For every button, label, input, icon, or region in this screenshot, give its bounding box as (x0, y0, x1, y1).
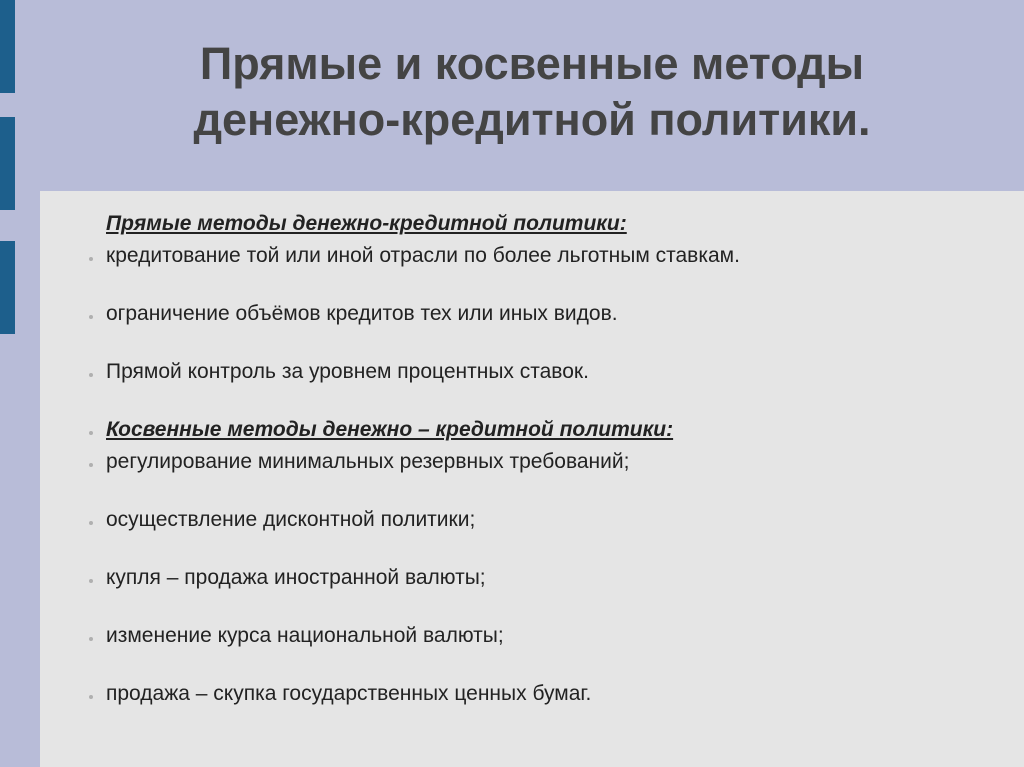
indirect-method-item: осуществление дисконтной политики; (106, 508, 476, 531)
indirect-method-item: продажа – скупка государственных ценных бумаг. (106, 682, 592, 705)
bullet-icon (89, 431, 93, 435)
direct-methods-heading: Прямые методы денежно-кредитной политики: (106, 212, 627, 235)
bullet-icon (89, 463, 93, 467)
bullet-icon (89, 257, 93, 261)
direct-method-item: кредитование той или иной отрасли по более льготным ставкам. (106, 244, 740, 267)
indirect-methods-heading: Косвенные методы денежно – кредитной политики: (106, 418, 674, 441)
accent-bar-middle (0, 117, 15, 210)
accent-bar-bottom (0, 241, 15, 334)
content-panel (40, 191, 1024, 767)
slide-title-line-2: денежно-кредитной политики. (193, 94, 871, 145)
bullet-icon (89, 579, 93, 583)
slide-title-line-1: Прямые и косвенные методы (199, 38, 865, 89)
direct-method-item: Прямой контроль за уровнем процентных ставок. (106, 360, 589, 383)
bullet-icon (89, 637, 93, 641)
indirect-method-item: купля – продажа иностранной валюты; (106, 566, 486, 589)
bullet-icon (89, 373, 93, 377)
bullet-icon (89, 521, 93, 525)
slide-title (40, 36, 1024, 148)
indirect-method-item: изменение курса национальной валюты; (106, 624, 504, 647)
bullet-icon (89, 695, 93, 699)
bullet-icon (89, 315, 93, 319)
indirect-method-item: регулирование минимальных резервных требований; (106, 450, 630, 473)
direct-method-item: ограничение объёмов кредитов тех или иных видов. (106, 302, 618, 325)
accent-bar-top (0, 0, 15, 93)
